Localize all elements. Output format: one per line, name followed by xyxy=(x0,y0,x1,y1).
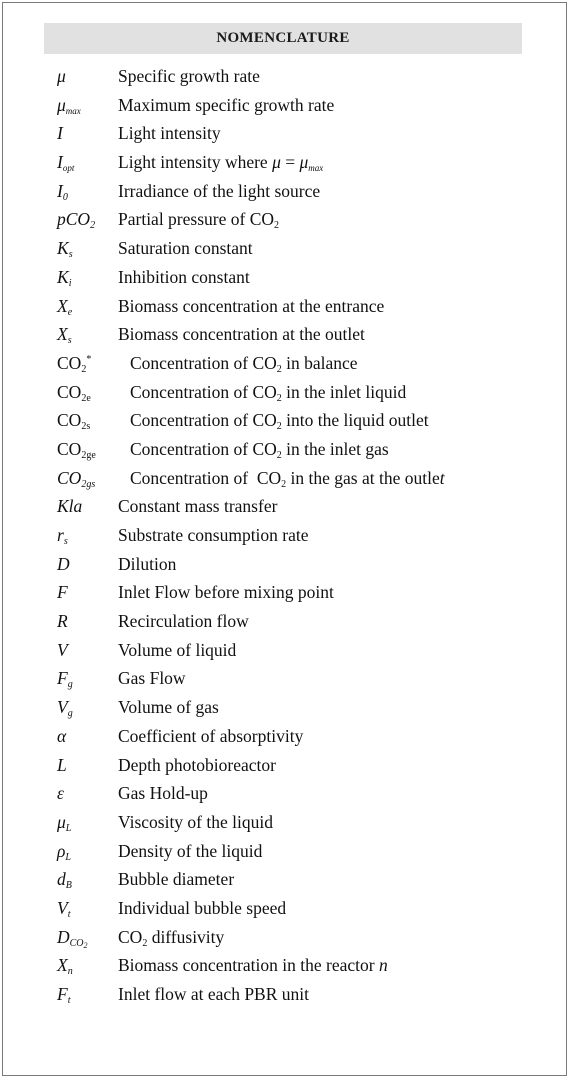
description: Volume of liquid xyxy=(118,639,237,660)
list-item xyxy=(0,320,571,349)
description: $CO_2$ diffusivity xyxy=(118,926,225,949)
symbol: R xyxy=(57,611,68,632)
list-item xyxy=(0,693,571,722)
symbol: $CO_{2s}$ xyxy=(57,410,91,433)
list-item xyxy=(0,751,571,780)
symbol: D xyxy=(57,553,70,574)
description: Recirculation flow xyxy=(118,611,249,632)
list-item xyxy=(0,378,571,407)
description: Inlet Flow before mixing point xyxy=(118,582,334,603)
symbol: F xyxy=(57,582,68,603)
symbol: $CO_2^*$ xyxy=(57,352,92,375)
list-item xyxy=(0,722,571,751)
list-item xyxy=(0,578,571,607)
description: Constant mass transfer xyxy=(118,496,278,517)
symbol: μ xyxy=(57,66,66,86)
list-item xyxy=(0,980,571,1009)
list-item xyxy=(0,923,571,952)
description: Maximum specific growth rate xyxy=(118,94,335,115)
symbol: $CO_{2gs}$ xyxy=(57,467,96,490)
symbol: $d_B$ xyxy=(57,869,72,892)
symbol: $X_e$ xyxy=(57,295,73,318)
list-item xyxy=(0,808,571,837)
list-item xyxy=(0,205,571,234)
symbol: I xyxy=(57,123,63,144)
list-item xyxy=(0,62,571,91)
symbol: $V_g$ xyxy=(57,697,73,720)
symbol: $K_s$ xyxy=(57,238,73,261)
list-item xyxy=(0,91,571,120)
list-item xyxy=(0,664,571,693)
list-item xyxy=(0,865,571,894)
description: Depth photobioreactor xyxy=(118,754,276,775)
list-item xyxy=(0,464,571,493)
symbol: Kla xyxy=(57,496,83,517)
list-item xyxy=(0,263,571,292)
description: Light intensity where $\mu = \mu_{max}$ xyxy=(118,152,324,174)
symbol: L xyxy=(57,754,67,775)
description: Inhibition constant xyxy=(118,266,250,287)
list-item xyxy=(0,521,571,550)
list-item xyxy=(0,148,571,177)
symbol: V xyxy=(57,639,68,660)
description: Viscosity of the liquid xyxy=(118,811,273,832)
symbol: $F_t$ xyxy=(57,984,71,1006)
symbol: $CO_{2e}$ xyxy=(57,381,91,404)
list-item xyxy=(0,406,571,435)
symbol: $CO_{2ge}$ xyxy=(57,438,96,461)
symbol: $D_{CO_2}$ xyxy=(57,926,88,950)
list-item xyxy=(0,894,571,923)
list-item xyxy=(0,177,571,206)
symbol: $F_g$ xyxy=(57,668,73,691)
description: Concentration of $CO_2$ in the inlet liquid xyxy=(130,381,407,404)
list-item xyxy=(0,492,571,521)
description: Individual bubble speed xyxy=(118,897,287,918)
description: Partial pressure of $CO_2$ xyxy=(118,209,280,232)
list-item xyxy=(0,607,571,636)
symbol: $I_0$ xyxy=(57,180,68,203)
description: Density of the liquid xyxy=(118,840,263,861)
list-item xyxy=(0,234,571,263)
symbol: $X_s$ xyxy=(57,324,72,347)
symbol: ε xyxy=(57,783,64,804)
description: Specific growth rate xyxy=(118,66,260,86)
symbol: pCO$_2$ xyxy=(57,209,96,232)
list-item xyxy=(0,837,571,866)
symbol: $K_i$ xyxy=(57,266,72,289)
description: Concentration of $CO_2$ into the liquid outlet xyxy=(130,410,429,433)
description: Gas Hold-up xyxy=(118,783,208,804)
description: Bubble diameter xyxy=(118,869,235,890)
list-item xyxy=(0,951,571,980)
description: Volume of gas xyxy=(118,697,219,718)
description: Coefficient of absorptivity xyxy=(118,725,304,746)
symbol: α xyxy=(57,725,67,746)
description: Substrate consumption rate xyxy=(118,525,309,545)
symbol: $\mu_L$ xyxy=(57,811,72,834)
list-item xyxy=(0,119,571,148)
symbol: $X_n$ xyxy=(57,955,73,978)
symbol: $\mu_{max}$ xyxy=(57,94,81,116)
description: Concentration of $CO_2$ in the inlet gas xyxy=(130,438,389,461)
nomenclature-title: NOMENCLATURE xyxy=(44,23,522,54)
description: Irradiance of the light source xyxy=(118,180,321,201)
symbol: $I_{opt}$ xyxy=(57,152,75,174)
description: Concentration of $CO_2$ in the gas at the outlet xyxy=(130,467,445,490)
description: Light intensity xyxy=(118,123,221,144)
symbol: $\rho_L$ xyxy=(57,840,71,863)
symbol: $V_t$ xyxy=(57,897,71,920)
description: Gas Flow xyxy=(118,668,186,689)
symbol: $r_s$ xyxy=(57,525,68,547)
description: Biomass concentration in the reactor n xyxy=(118,955,388,976)
description: Biomass concentration at the outlet xyxy=(118,324,365,345)
list-item xyxy=(0,349,571,378)
list-item xyxy=(0,435,571,464)
description: Biomass concentration at the entrance xyxy=(118,295,385,316)
list-item xyxy=(0,636,571,665)
description: Inlet flow at each PBR unit xyxy=(118,984,310,1004)
list-item xyxy=(0,292,571,321)
description: Dilution xyxy=(118,553,177,574)
list-item xyxy=(0,779,571,808)
nomenclature-list xyxy=(0,62,571,1009)
list-item xyxy=(0,550,571,579)
description: Concentration of $CO_2$ in balance xyxy=(130,352,358,375)
description: Saturation constant xyxy=(118,238,253,259)
